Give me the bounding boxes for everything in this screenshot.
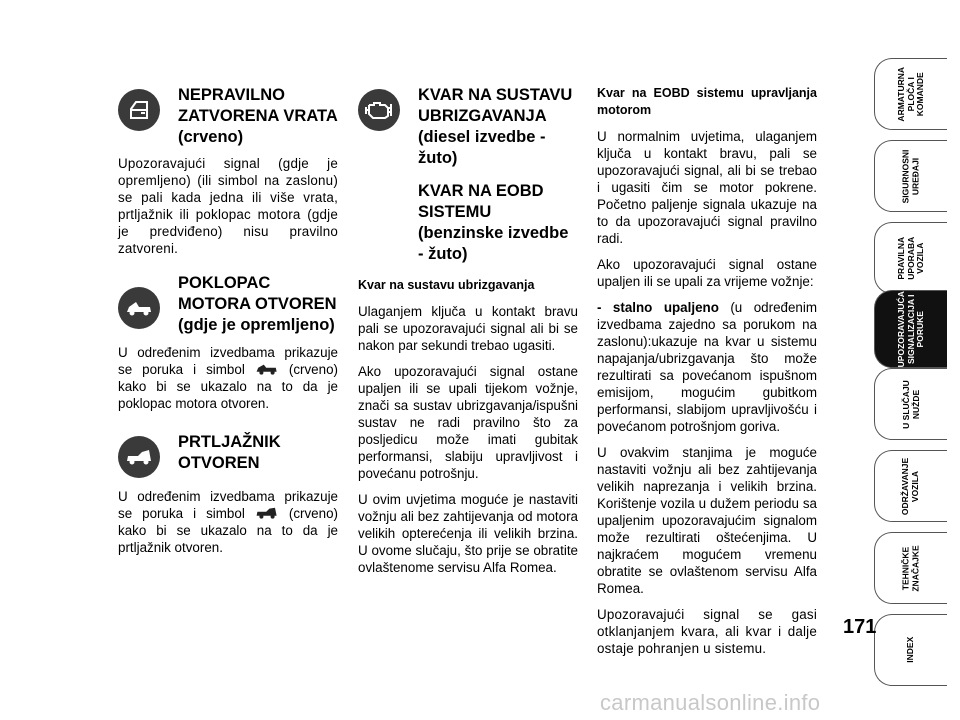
section-bonnet-open [118,273,338,336]
paragraph: Ulaganjem ključa u kontakt bravu pali se upozoravajući signal ali bi se nakon par sekundi trebao ugasiti. [358,304,578,353]
paragraph: U ovakvim stanjima je moguće nastaviti vožnju ali bez zahtijevanja velikih naprezanja i velikih brzina. Korištenje vozila u dužem periodu sa upaljenim upozoravajućim signalom može rezultirati oštećenjima. U najkraćem mogućem vremenu obratite se ovlaštenom servisu Alfa Romea. [597,445,817,596]
paragraph: U ovim uvjetima moguće je nastaviti vožnju ali bez zahtijevanja od motora velikih opterećenja ili velikih brzina. U ovome slučaju, što prije se obratite ovlaštenome servisu Alfa Romea. [358,492,578,575]
tab-sigurnosni-uredaji[interactable]: SIGURNOSNI UREĐAJI [874,140,947,212]
paragraph: Ako upozoravajući signal ostane upaljen ili se upali za vrijeme vožnje: [597,257,817,289]
column-middle [358,85,578,585]
tab-pravilna-uporaba[interactable]: PRAVILNA UPORABA VOZILA [874,222,947,294]
paragraph: Upozoravajući signal se gasi otklanjanjem kvara, ali kvar i dalje ostaje pohranjen u sistemu. [597,607,817,656]
page-number: 171 [843,616,877,638]
section-boot-open [118,432,338,482]
engine-check-icon [358,89,400,131]
section-title: POKLOPAC MOTORA OTVOREN (gdje je opremljeno) [178,274,337,334]
column-left [118,85,338,565]
tab-index[interactable]: INDEX [874,614,947,686]
section-injection-fault [358,85,578,265]
bonnet-open-icon [118,287,160,329]
paragraph: Ako upozoravajući signal ostane upaljen ili se upali tijekom vožnje, znači sa sustav ubrizgavanja/ispušni sustav ne radi pravilno što za posljedicu može imati gubitak performansi, slabiju upravljivost i povećanu potrošnju. [358,364,578,481]
paragraph: U normalnim uvjetima, ulaganjem ključa u kontakt bravu, pali se upozoravajući signal, ali bi se trebao i ugasiti čim se motor pokrene. Početno paljenje signala ukazuje na to da upozoravajući signal pravilno radi. [597,129,817,246]
boot-open-icon [118,436,160,478]
watermark: carmanualsonline.info [600,690,821,715]
section-body: U određenim izvedbama prikazuje se poruka i simbol (crveno) kako bi se ukazalo na to da je prtljažnik otvoren. [118,489,338,555]
section-title: PRTLJAŽNIK OTVOREN [178,433,281,472]
door-open-icon [118,89,160,131]
tab-armaturna-ploca[interactable]: ARMATURNA PLOČA I KOMANDE [874,58,947,130]
section-title: KVAR NA SUSTAVU UBRIZGAVANJA (diesel izvedbe - žuto) [418,86,573,167]
subheading: Kvar na EOBD sistemu upravljanja motorom [597,86,817,117]
column-right [597,85,817,666]
tab-u-slucaju-nuzde[interactable]: U SLUČAJU NUŽDE [874,368,947,440]
tab-tehnicke-znacajke[interactable]: TEHNIČKE ZNAČAJKE [874,532,947,604]
paragraph: - stalno upaljeno (u određenim izvedbama zajedno sa porukom na zaslonu):ukazuje na kvar u sistemu napajanja/ubrizgavanja što može rezultirati sa povećanom ispušnom emisijom, mogućim gubitkom performansi, slabijom upravljivošću i povećanom potrošnjom goriva. [597,300,817,434]
section-body: U određenim izvedbama prikazuje se poruka i simbol (crveno) kako bi se ukazalo na to da je poklopac motora otvoren. [118,345,338,411]
section-body: Upozoravajući signal (gdje je opremljeno) (ili simbol na zaslonu) se pali kada jedna ili više vrata, prtljažnik ili poklopac motora (gdje je predviđeno) nisu pravilno zatvoreni. [118,156,338,256]
section-title: NEPRAVILNO ZATVORENA VRATA (crveno) [178,86,338,146]
bonnet-open-icon [255,363,279,375]
subheading: Kvar na sustavu ubrizgavanja [358,278,535,292]
section-door-open [118,85,338,155]
boot-open-icon [255,507,279,519]
tab-upozoravajuca-signalizacija[interactable]: UPOZORAVAJUĆA SIGNALIZACIJA I PORUKE [874,290,947,368]
section-title: KVAR NA EOBD SISTEMU (benzinske izvedbe - žuto) [418,182,569,263]
tab-odrzavanje-vozila[interactable]: ODRŽAVANJE VOZILA [874,450,947,522]
